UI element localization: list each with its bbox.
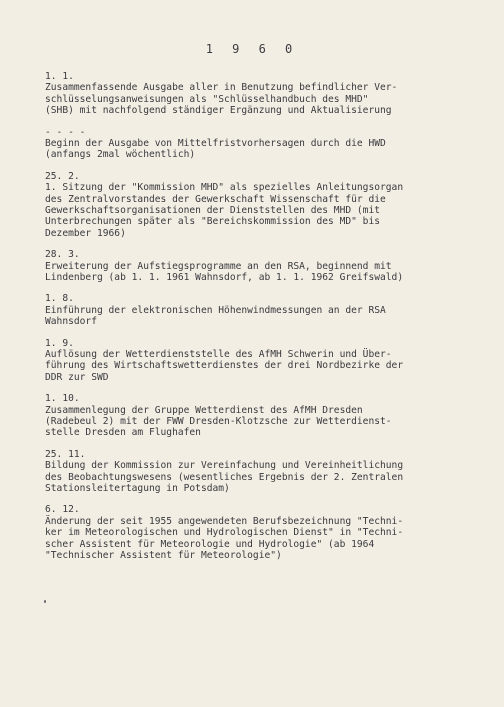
chronology-entry [45, 293, 465, 327]
entry-text: Zusammenfassende Ausgabe aller in Benutzung befindlicher Ver- schlüsselungsanweisungen als "Schlüsselhandbuch des MHD" (SHB) mit nachfolgend ständiger Ergänzung und Aktualisierung [45, 82, 398, 117]
entry-date: 25. 2. [45, 170, 80, 182]
chronology-entry [45, 171, 465, 239]
chronology-list [45, 71, 465, 571]
entry-date: 1. 1. [45, 71, 74, 82]
entry-date: 25. 11. [45, 448, 86, 460]
entry-text: Erweiterung der Aufstiegsprogramme an den RSA, beginnend mit Lindenberg (ab 1. 1. 1961 Wahnsdorf, ab 1. 1. 1962 Greifswald) [45, 260, 404, 284]
entry-text: Auflösung der Wetterdienststelle des AfMH Schwerin und Über- führung des Wirtschaftswetterdienstes der drei Nordbezirke der DDR zur SWD [45, 349, 404, 383]
entry-date: 28. 3. [45, 249, 80, 261]
chronology-entry [45, 71, 465, 117]
entry-date: 1. 8. [45, 293, 74, 305]
entry-text: 1. Sitzung der "Kommission MHD" als spezielles Anleitungsorgan des Zentralvorstandes der Gewerkschaft Wissenschaft für die Gewerkschaftsorganisationen der Dienststellen des MHD (mit Unterbrechungen später als "Bereichskommission des MD" bis Dezember 1966) [45, 182, 404, 239]
chronology-entry [45, 338, 465, 384]
chronology-entry [45, 393, 465, 439]
entry-date: 1. 10. [45, 393, 80, 405]
entry-text: Zusammenlegung der Gruppe Wetterdienst des AfMH Dresden (Radebeul 2) mit der FWW Dresden-Klotzsche zur Wetterdienst- stelle Dresden am Flughafen [45, 404, 392, 439]
entry-text: Beginn der Ausgabe von Mittelfristvorhersagen durch die HWD (anfangs 2mal wöchentlich) [45, 138, 386, 161]
entry-text: Bildung der Kommission zur Vereinfachung und Vereinheitlichung des Beobachtungswesens (wesentliches Ergebnis der 2. Zentralen Stationsleitertagung in Potsdam) [45, 460, 404, 495]
entry-date: - - - - [45, 126, 86, 138]
entry-date: 6. 12. [45, 504, 80, 516]
chronology-entry [45, 127, 465, 161]
paper-speck [44, 600, 46, 603]
chronology-entry [45, 249, 465, 283]
entry-text: Einführung der elektronischen Höhenwindmessungen an der RSA Wahnsdorf [45, 304, 386, 328]
chronology-entry [45, 449, 465, 495]
page-heading-year: 1 9 6 0 [205, 42, 299, 56]
chronology-entry [45, 504, 465, 561]
entry-text: Änderung der seit 1955 angewendeten Berufsbezeichnung "Techni- ker im Meteorologischen und Hydrologischen Dienst" in "Techni- scher Assistent für Meteorologie und Hydrologie" (ab 1964 "Technischer Assistent für Meteorologie") [45, 515, 404, 562]
entry-date: 1. 9. [45, 337, 74, 349]
